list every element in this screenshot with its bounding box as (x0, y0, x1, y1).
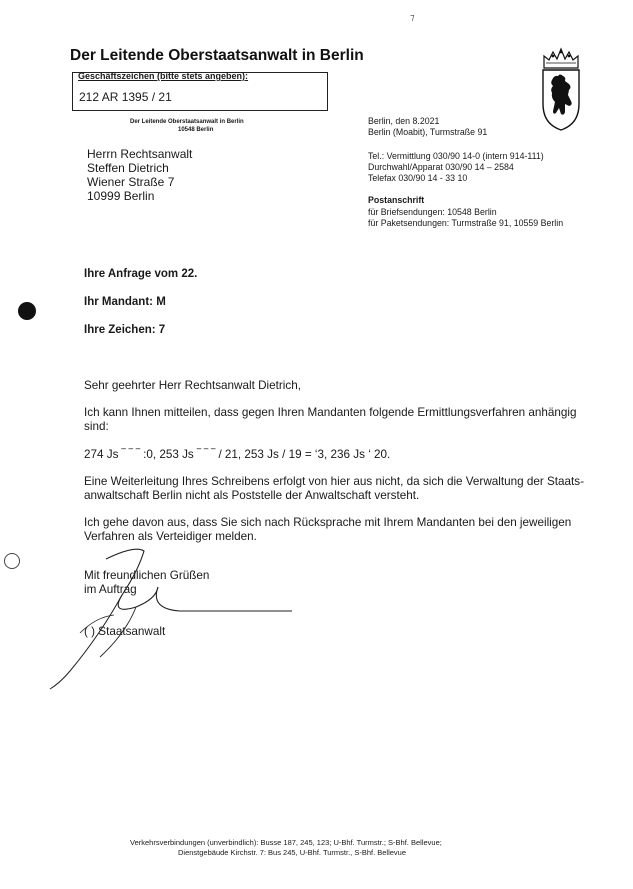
reference-value: 212 AR 1395 / 21 (79, 90, 172, 104)
sender-address-line: 10548 Berlin (178, 127, 214, 133)
location-line: Berlin (Moabit), Turmstraße 91 (368, 127, 488, 137)
paragraph-line: Ich gehe davon aus, dass Sie sich nach Rücksprache mit Ihrem Mandanten bei den jeweiligen (84, 516, 572, 529)
signatory-name: ( ) Staatsanwalt (84, 625, 166, 638)
subject-request: Ihre Anfrage vom 22. (84, 268, 198, 280)
reference-label: Geschäftszeichen (bitte stets angeben): (78, 71, 249, 81)
paragraph-line: anwaltschaft Berlin nicht als Poststelle der Anwaltschaft versteht. (84, 489, 420, 502)
fax-line: Telefax 030/90 14 - 33 10 (368, 173, 468, 183)
postal-heading: Postanschrift (368, 195, 425, 205)
sender-address-line: Der Leitende Oberstaatsanwalt in Berlin (130, 119, 244, 125)
recipient-line: Herrn Rechtsanwalt (87, 147, 193, 161)
footer-transport-line: Verkehrsverbindungen (unverbindlich): Busse 187, 245, 123; U-Bhf. Turmstr.; S-Bhf. Bellevue; (130, 838, 442, 847)
scan-mark: ⁊ (410, 12, 415, 22)
subject-reference: Ihre Zeichen: 7 (84, 324, 166, 336)
recipient-line: Wiener Straße 7 (87, 175, 175, 189)
footer-building-line: Dienstgebäude Kirchstr. 7: Bus 245, U-Bhf. Turmstr., S-Bhf. Bellevue (178, 848, 407, 857)
margin-circle-mark (4, 553, 20, 569)
hole-punch-icon (18, 302, 36, 320)
paragraph-line: sind: (84, 420, 109, 433)
direct-dial-line: Durchwahl/Apparat 030/90 14 – 2584 (368, 162, 514, 172)
closing: Mit freundlichen Grüßen (84, 569, 210, 582)
handwritten-signature (40, 537, 310, 697)
recipient-line: 10999 Berlin (87, 189, 155, 203)
case-numbers: 274 Js ‾ ‾ ‾ :0, 253 Js ‾ ‾ ‾ / 21, 253 Js / 19 = ‘3, 236 Js ‘ 20. (84, 448, 391, 461)
paragraph-line: Ich kann Ihnen mitteilen, dass gegen Ihren Mandanten folgende Ermittlungsverfahren anhängig (84, 406, 577, 419)
date-line: Berlin, den 8.2021 (368, 116, 440, 126)
postal-letters-line: für Briefsendungen: 10548 Berlin (368, 207, 497, 217)
postal-packages-line: für Paketsendungen: Turmstraße 91, 10559 Berlin (368, 218, 564, 228)
salutation: Sehr geehrter Herr Rechtsanwalt Dietrich, (84, 379, 301, 392)
paragraph-line: Verfahren als Verteidiger melden. (84, 530, 257, 543)
paragraph-line: Eine Weiterleitung Ihres Schreibens erfolgt von hier aus nicht, da sich die Verwaltung der Staats- (84, 475, 585, 488)
recipient-line: Steffen Dietrich (87, 161, 169, 175)
authority-heading: Der Leitende Oberstaatsanwalt in Berlin (70, 47, 364, 64)
subject-client: Ihr Mandant: M (84, 296, 166, 308)
berlin-bear-crest-icon (538, 46, 584, 132)
on-behalf: im Auftrag (84, 583, 137, 596)
phone-line: Tel.: Vermittlung 030/90 14-0 (intern 914-111) (368, 151, 544, 161)
